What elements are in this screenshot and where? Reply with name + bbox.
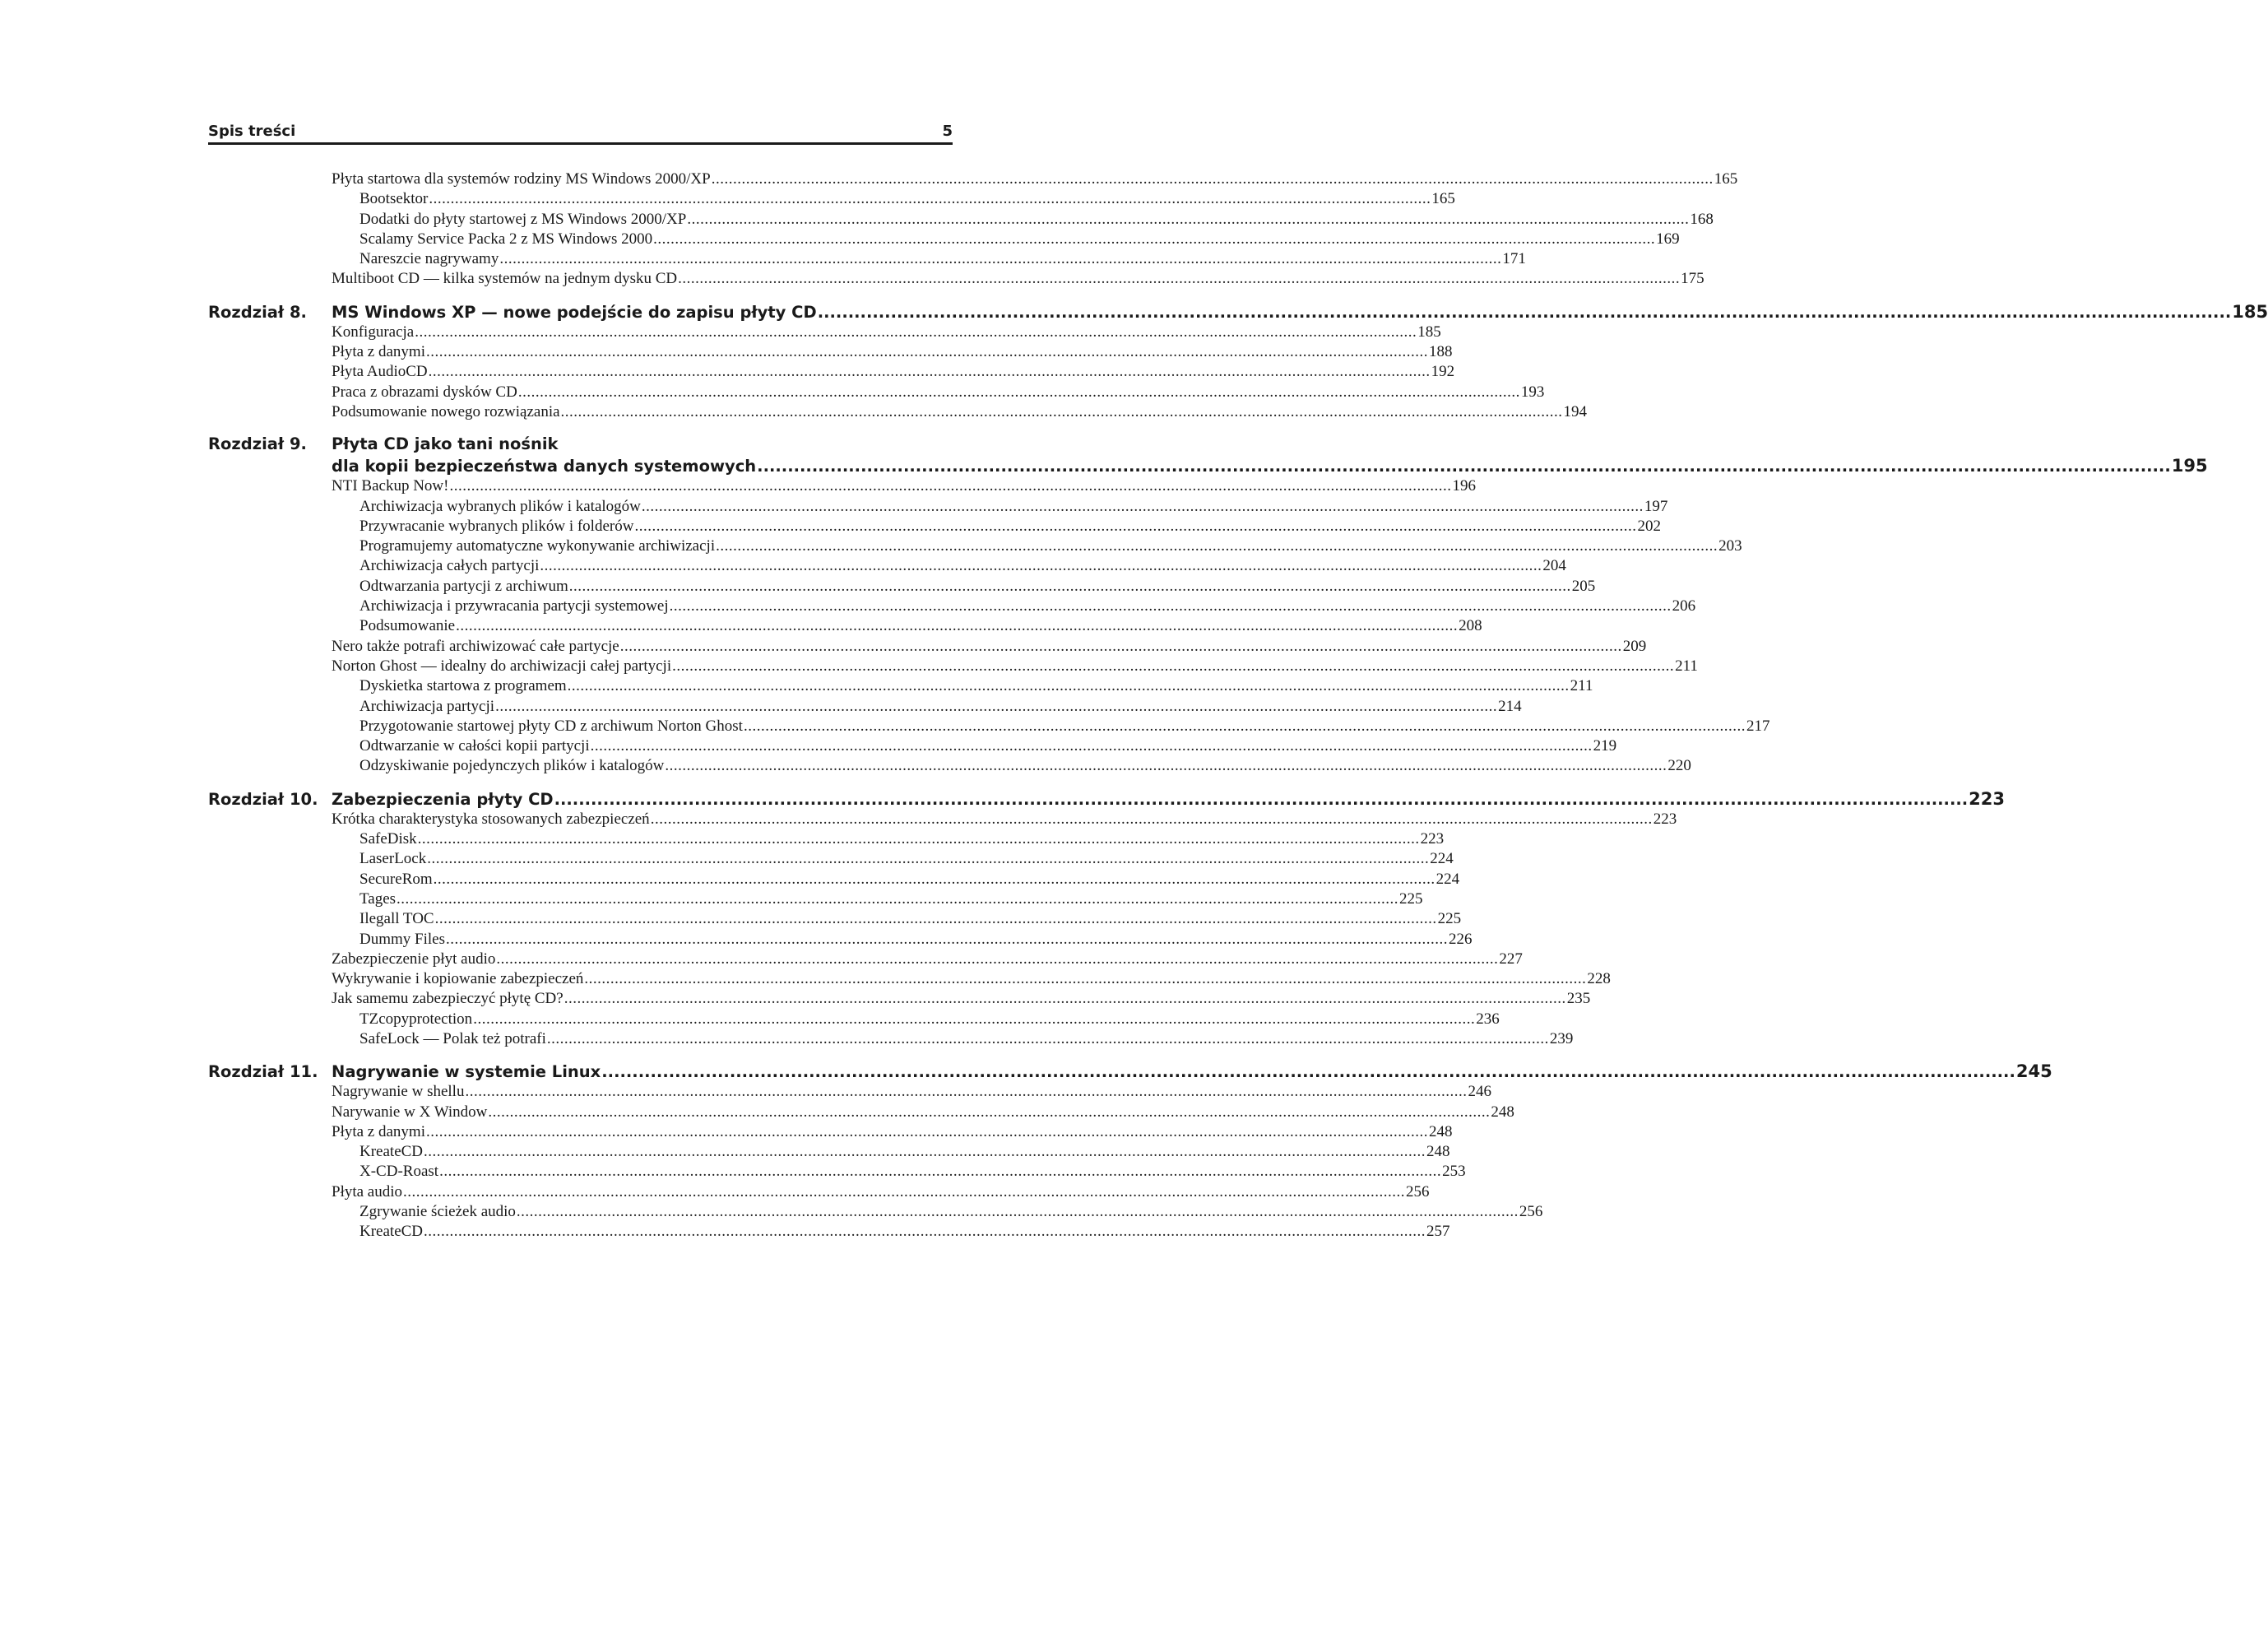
chapter-heading — [208, 1061, 2052, 1082]
toc-entry-title: Bootsektor — [359, 190, 429, 208]
dot-leader — [712, 170, 1714, 189]
toc-entry-title: Podsumowanie nowego rozwiązania — [332, 402, 560, 420]
toc-entry-page: 202 — [1637, 517, 1661, 535]
table-of-contents — [208, 170, 2268, 1242]
dot-leader — [757, 456, 2171, 477]
chapter-number: Rozdział 11. — [208, 1062, 318, 1082]
toc-entry-title: Multiboot CD — kilka systemów na jednym dysku CD — [332, 270, 678, 288]
toc-entry-page: 225 — [1437, 910, 1462, 928]
toc-entry-title: Scalamy Service Packa 2 z MS Windows 2000 — [359, 230, 653, 248]
dot-leader — [569, 577, 1571, 597]
toc-entry — [359, 909, 1462, 929]
dot-leader — [670, 597, 1672, 616]
toc-entry — [332, 1103, 1514, 1122]
toc-entry-title: Zabezpieczenie płyt audio — [332, 950, 496, 968]
toc-entry — [359, 577, 1596, 597]
toc-entry — [359, 829, 1445, 849]
toc-entry-page: 194 — [1563, 402, 1588, 420]
toc-entry-page: 185 — [1417, 323, 1441, 341]
toc-entry-title: SafeLock — Polak też potrafi — [359, 1029, 546, 1047]
toc-entry-title: KreateCD — [359, 1223, 424, 1241]
dot-leader — [397, 889, 1398, 909]
page-number: 5 — [942, 123, 953, 140]
dot-leader — [601, 1061, 2015, 1083]
dot-leader — [518, 383, 1520, 402]
dot-leader — [642, 497, 1644, 517]
chapter-page: 223 — [1969, 788, 2006, 809]
dot-leader — [818, 302, 2232, 323]
dot-leader — [424, 1222, 1426, 1242]
toc-entry-page: 165 — [1431, 190, 1455, 208]
chapter-page: 245 — [2015, 1061, 2052, 1082]
toc-entry — [359, 230, 1680, 249]
chapter-block — [208, 1061, 2052, 1242]
toc-entry-page: 219 — [1593, 737, 1617, 755]
dot-leader — [584, 969, 1586, 989]
toc-entry-title: LaserLock — [359, 850, 427, 868]
toc-entry-page: 217 — [1746, 717, 1770, 735]
toc-entry-title: Nero także potrafi archiwizować całe partycje — [332, 637, 619, 655]
toc-entry-page: 253 — [1442, 1163, 1466, 1181]
toc-entry-title: Nareszcie nagrywamy — [359, 250, 499, 268]
toc-entry-page: 248 — [1491, 1103, 1514, 1121]
dot-leader — [547, 1029, 1549, 1049]
chapter-block — [208, 434, 2208, 776]
dot-leader — [651, 810, 1653, 829]
toc-entry-page: 228 — [1587, 970, 1611, 988]
toc-entry — [332, 989, 1591, 1009]
dot-leader — [540, 556, 1542, 576]
dot-leader — [499, 249, 1501, 269]
toc-entry — [332, 342, 1453, 362]
toc-entry-title: Archiwizacja całych partycji — [359, 557, 540, 575]
toc-entry-title: Nagrywanie w shellu — [332, 1083, 465, 1101]
toc-entry-title: Przygotowanie startowej płyty CD z archiwum Norton Ghost — [359, 717, 743, 735]
dot-leader — [495, 697, 1497, 717]
dot-leader — [418, 829, 1420, 849]
toc-entry-title: SecureRom — [359, 870, 433, 888]
toc-entry-page: 246 — [1468, 1083, 1491, 1101]
dot-leader — [634, 517, 1636, 536]
toc-entry-title: Odzyskiwanie pojedynczych plików i katalogów — [359, 757, 665, 775]
chapter-title: dla kopii bezpieczeństwa danych systemowych — [332, 457, 757, 476]
chapter-page: 185 — [2232, 301, 2268, 322]
toc-entry — [359, 1142, 1450, 1162]
toc-entry-title: Odtwarzania partycji z archiwum — [359, 577, 568, 595]
chapter-number: Rozdział 9. — [208, 434, 307, 454]
toc-entry — [359, 556, 1566, 576]
toc-entry-title: X-CD-Roast — [359, 1163, 439, 1181]
toc-entry — [359, 1010, 1500, 1029]
chapter-title: Nagrywanie w systemie Linux — [332, 1062, 601, 1082]
toc-entry-title: Płyta z danymi — [332, 343, 425, 361]
running-header — [208, 120, 953, 140]
dot-leader — [429, 362, 1431, 382]
toc-entry — [332, 383, 1545, 402]
toc-entry-page: 193 — [1520, 383, 1545, 401]
toc-entry-title: Dyskietka startowa z programem — [359, 677, 567, 695]
dot-leader — [496, 950, 1498, 969]
dot-leader — [403, 1182, 1405, 1202]
dot-leader — [620, 637, 1622, 657]
chapter-title: Płyta CD jako tani nośnik — [332, 434, 559, 454]
dot-leader — [488, 1103, 1490, 1122]
toc-entry-title: Przywracanie wybranych plików i folderów — [359, 517, 634, 535]
toc-entry — [359, 1202, 1543, 1222]
dot-leader — [415, 323, 1417, 342]
toc-entry-title: Narywanie w X Window — [332, 1103, 488, 1121]
toc-entry-page: 204 — [1542, 557, 1566, 575]
toc-entry — [359, 1222, 1450, 1242]
toc-entry — [359, 756, 1691, 776]
dot-leader — [427, 849, 1429, 869]
chapter-page: 195 — [2171, 456, 2208, 476]
toc-entry-page: 211 — [1570, 677, 1593, 695]
toc-entry-title: Archiwizacja partycji — [359, 697, 495, 715]
dot-leader — [473, 1010, 1475, 1029]
chapter-heading — [208, 788, 2006, 810]
toc-entry-title: Płyta AudioCD — [332, 363, 428, 381]
toc-entry-page: 175 — [1681, 270, 1704, 288]
toc-entry-page: 224 — [1430, 850, 1454, 868]
toc-entry — [332, 637, 1647, 657]
dot-leader — [429, 189, 1431, 209]
toc-entry — [332, 1182, 1430, 1202]
header-rule — [208, 142, 953, 145]
toc-entry-page: 224 — [1435, 870, 1460, 888]
chapter-number: Rozdział 8. — [208, 302, 307, 322]
toc-entry-page: 188 — [1428, 343, 1453, 361]
toc-entry — [359, 616, 1482, 636]
toc-entry-page: 225 — [1399, 889, 1423, 908]
toc-entry — [332, 323, 1441, 342]
toc-entry — [332, 969, 1611, 989]
toc-entry-page: 227 — [1499, 950, 1523, 968]
toc-entry-page: 239 — [1549, 1029, 1574, 1047]
chapter-title: Zabezpieczenia płyty CD — [332, 789, 554, 809]
toc-entry-title: Podsumowanie — [359, 617, 456, 635]
toc-entry-title: Ilegall TOC — [359, 910, 434, 928]
dot-leader — [672, 657, 1674, 676]
toc-entry-page: 235 — [1566, 990, 1591, 1008]
chapter-block — [208, 301, 2268, 422]
toc-entry-page: 214 — [1498, 697, 1522, 715]
toc-entry — [359, 249, 1526, 269]
dot-leader — [591, 736, 1593, 756]
chapter-heading — [208, 455, 2208, 476]
toc-entry-page: 248 — [1428, 1122, 1453, 1140]
toc-entry-page: 220 — [1667, 757, 1691, 775]
toc-entry — [359, 517, 1661, 536]
dot-leader — [678, 269, 1680, 289]
toc-entry-page: 248 — [1426, 1143, 1450, 1161]
dot-leader — [449, 476, 1451, 496]
toc-entry-title: Płyta z danymi — [332, 1122, 425, 1140]
toc-entry — [359, 717, 1770, 736]
toc-entry-title: Jak samemu zabezpieczyć płytę CD? — [332, 990, 564, 1008]
dot-leader — [716, 536, 1718, 556]
toc-entry-title: Dummy Files — [359, 930, 445, 948]
toc-entry-title: SafeDisk — [359, 830, 417, 848]
toc-entry — [359, 497, 1668, 517]
dot-leader — [517, 1202, 1519, 1222]
toc-entry-title: Krótka charakterystyka stosowanych zabezpieczeń — [332, 810, 650, 828]
toc-entry — [332, 170, 1738, 189]
dot-leader — [665, 756, 1667, 776]
toc-entry-page: 209 — [1622, 637, 1647, 655]
toc-entry-page: 196 — [1452, 477, 1476, 495]
dot-leader — [687, 210, 1689, 230]
toc-entry-title: Konfiguracja — [332, 323, 415, 341]
dot-leader — [434, 870, 1435, 889]
toc-entry-page: 208 — [1459, 617, 1482, 635]
toc-entry — [332, 402, 1588, 422]
chapter-title: MS Windows XP — nowe podejście do zapisu płyty CD — [332, 302, 817, 322]
dot-leader — [561, 402, 1563, 422]
toc-entry — [359, 676, 1593, 696]
toc-entry-page: 223 — [1653, 810, 1677, 828]
dot-leader — [424, 1142, 1426, 1162]
dot-leader — [439, 1162, 1441, 1182]
toc-entry-page: 256 — [1519, 1203, 1543, 1221]
dot-leader — [435, 909, 1437, 929]
toc-entry — [332, 269, 1704, 289]
toc-entry — [332, 950, 1523, 969]
toc-entry-page: 197 — [1644, 497, 1668, 515]
toc-entry-page: 223 — [1420, 830, 1445, 848]
toc-entry — [332, 810, 1677, 829]
toc-entry-page: 169 — [1656, 230, 1680, 248]
dot-leader — [744, 717, 1746, 736]
toc-entry-title: Programujemy automatyczne wykonywanie archiwizacji — [359, 537, 716, 555]
dot-leader — [568, 676, 1570, 696]
toc-entry — [359, 870, 1460, 889]
toc-entry-title: Płyta audio — [332, 1182, 403, 1200]
toc-entry — [359, 736, 1617, 756]
chapter-number: Rozdział 10. — [208, 789, 318, 809]
toc-entry-page: 206 — [1672, 597, 1696, 615]
toc-entry-title: Zgrywanie ścieżek audio — [359, 1203, 516, 1221]
toc-entry — [332, 476, 1476, 496]
toc-entry-title: Wykrywanie i kopiowanie zabezpieczeń — [332, 970, 584, 988]
toc-entry-title: Praca z obrazami dysków CD — [332, 383, 517, 401]
toc-entry — [359, 889, 1423, 909]
chapter-heading — [208, 434, 953, 455]
toc-entry-title: Tages — [359, 889, 397, 908]
toc-entry-page: 236 — [1476, 1010, 1500, 1028]
toc-entry-title: NTI Backup Now! — [332, 477, 449, 495]
chapter-block — [208, 788, 2006, 1050]
toc-entry-title: Płyta startowa dla systemów rodziny MS Windows 2000/XP — [332, 170, 711, 188]
dot-leader — [426, 342, 1428, 362]
toc-entry — [332, 1082, 1491, 1102]
toc-entry — [332, 1122, 1453, 1142]
toc-entry-title: Archiwizacja wybranych plików i katalogów — [359, 497, 641, 515]
toc-entry-page: 168 — [1690, 210, 1714, 228]
toc-entry-page: 257 — [1426, 1223, 1450, 1241]
toc-entry-page: 203 — [1718, 537, 1742, 555]
toc-entry-title: KreateCD — [359, 1143, 424, 1161]
toc-entry — [359, 536, 1742, 556]
dot-leader — [564, 989, 1566, 1009]
toc-entry-page: 226 — [1448, 930, 1473, 948]
toc-entry — [359, 189, 1455, 209]
dot-leader — [554, 789, 1969, 810]
toc-entry-page: 211 — [1675, 657, 1698, 675]
dot-leader — [465, 1082, 1467, 1102]
toc-entry-page: 205 — [1571, 577, 1596, 595]
toc-entry — [332, 657, 1698, 676]
toc-entry-page: 192 — [1431, 363, 1455, 381]
toc-entry-page: 256 — [1406, 1182, 1430, 1200]
toc-entry-page: 171 — [1502, 250, 1526, 268]
toc-entry-title: Norton Ghost — idealny do archiwizacji całej partycji — [332, 657, 672, 675]
dot-leader — [426, 1122, 1428, 1142]
dot-leader — [446, 930, 1448, 950]
toc-entry-title: TZcopyprotection — [359, 1010, 473, 1028]
toc-entry — [359, 930, 1473, 950]
dot-leader — [456, 616, 1458, 636]
toc-entry — [359, 1029, 1574, 1049]
running-header-title: Spis treści — [208, 123, 296, 140]
toc-entry — [359, 210, 1714, 230]
toc-entry — [359, 597, 1696, 616]
toc-entry-title: Archiwizacja i przywracania partycji systemowej — [359, 597, 669, 615]
toc-entry — [359, 1162, 1466, 1182]
toc-entry-page: 165 — [1714, 170, 1738, 188]
toc-entry-title: Dodatki do płyty startowej z MS Windows 2000/XP — [359, 210, 687, 228]
toc-entry — [359, 697, 1522, 717]
chapter-heading — [208, 301, 2268, 323]
toc-entry — [359, 849, 1454, 869]
toc-entry — [332, 362, 1455, 382]
toc-entry-title: Odtwarzanie w całości kopii partycji — [359, 737, 590, 755]
dot-leader — [653, 230, 1655, 249]
